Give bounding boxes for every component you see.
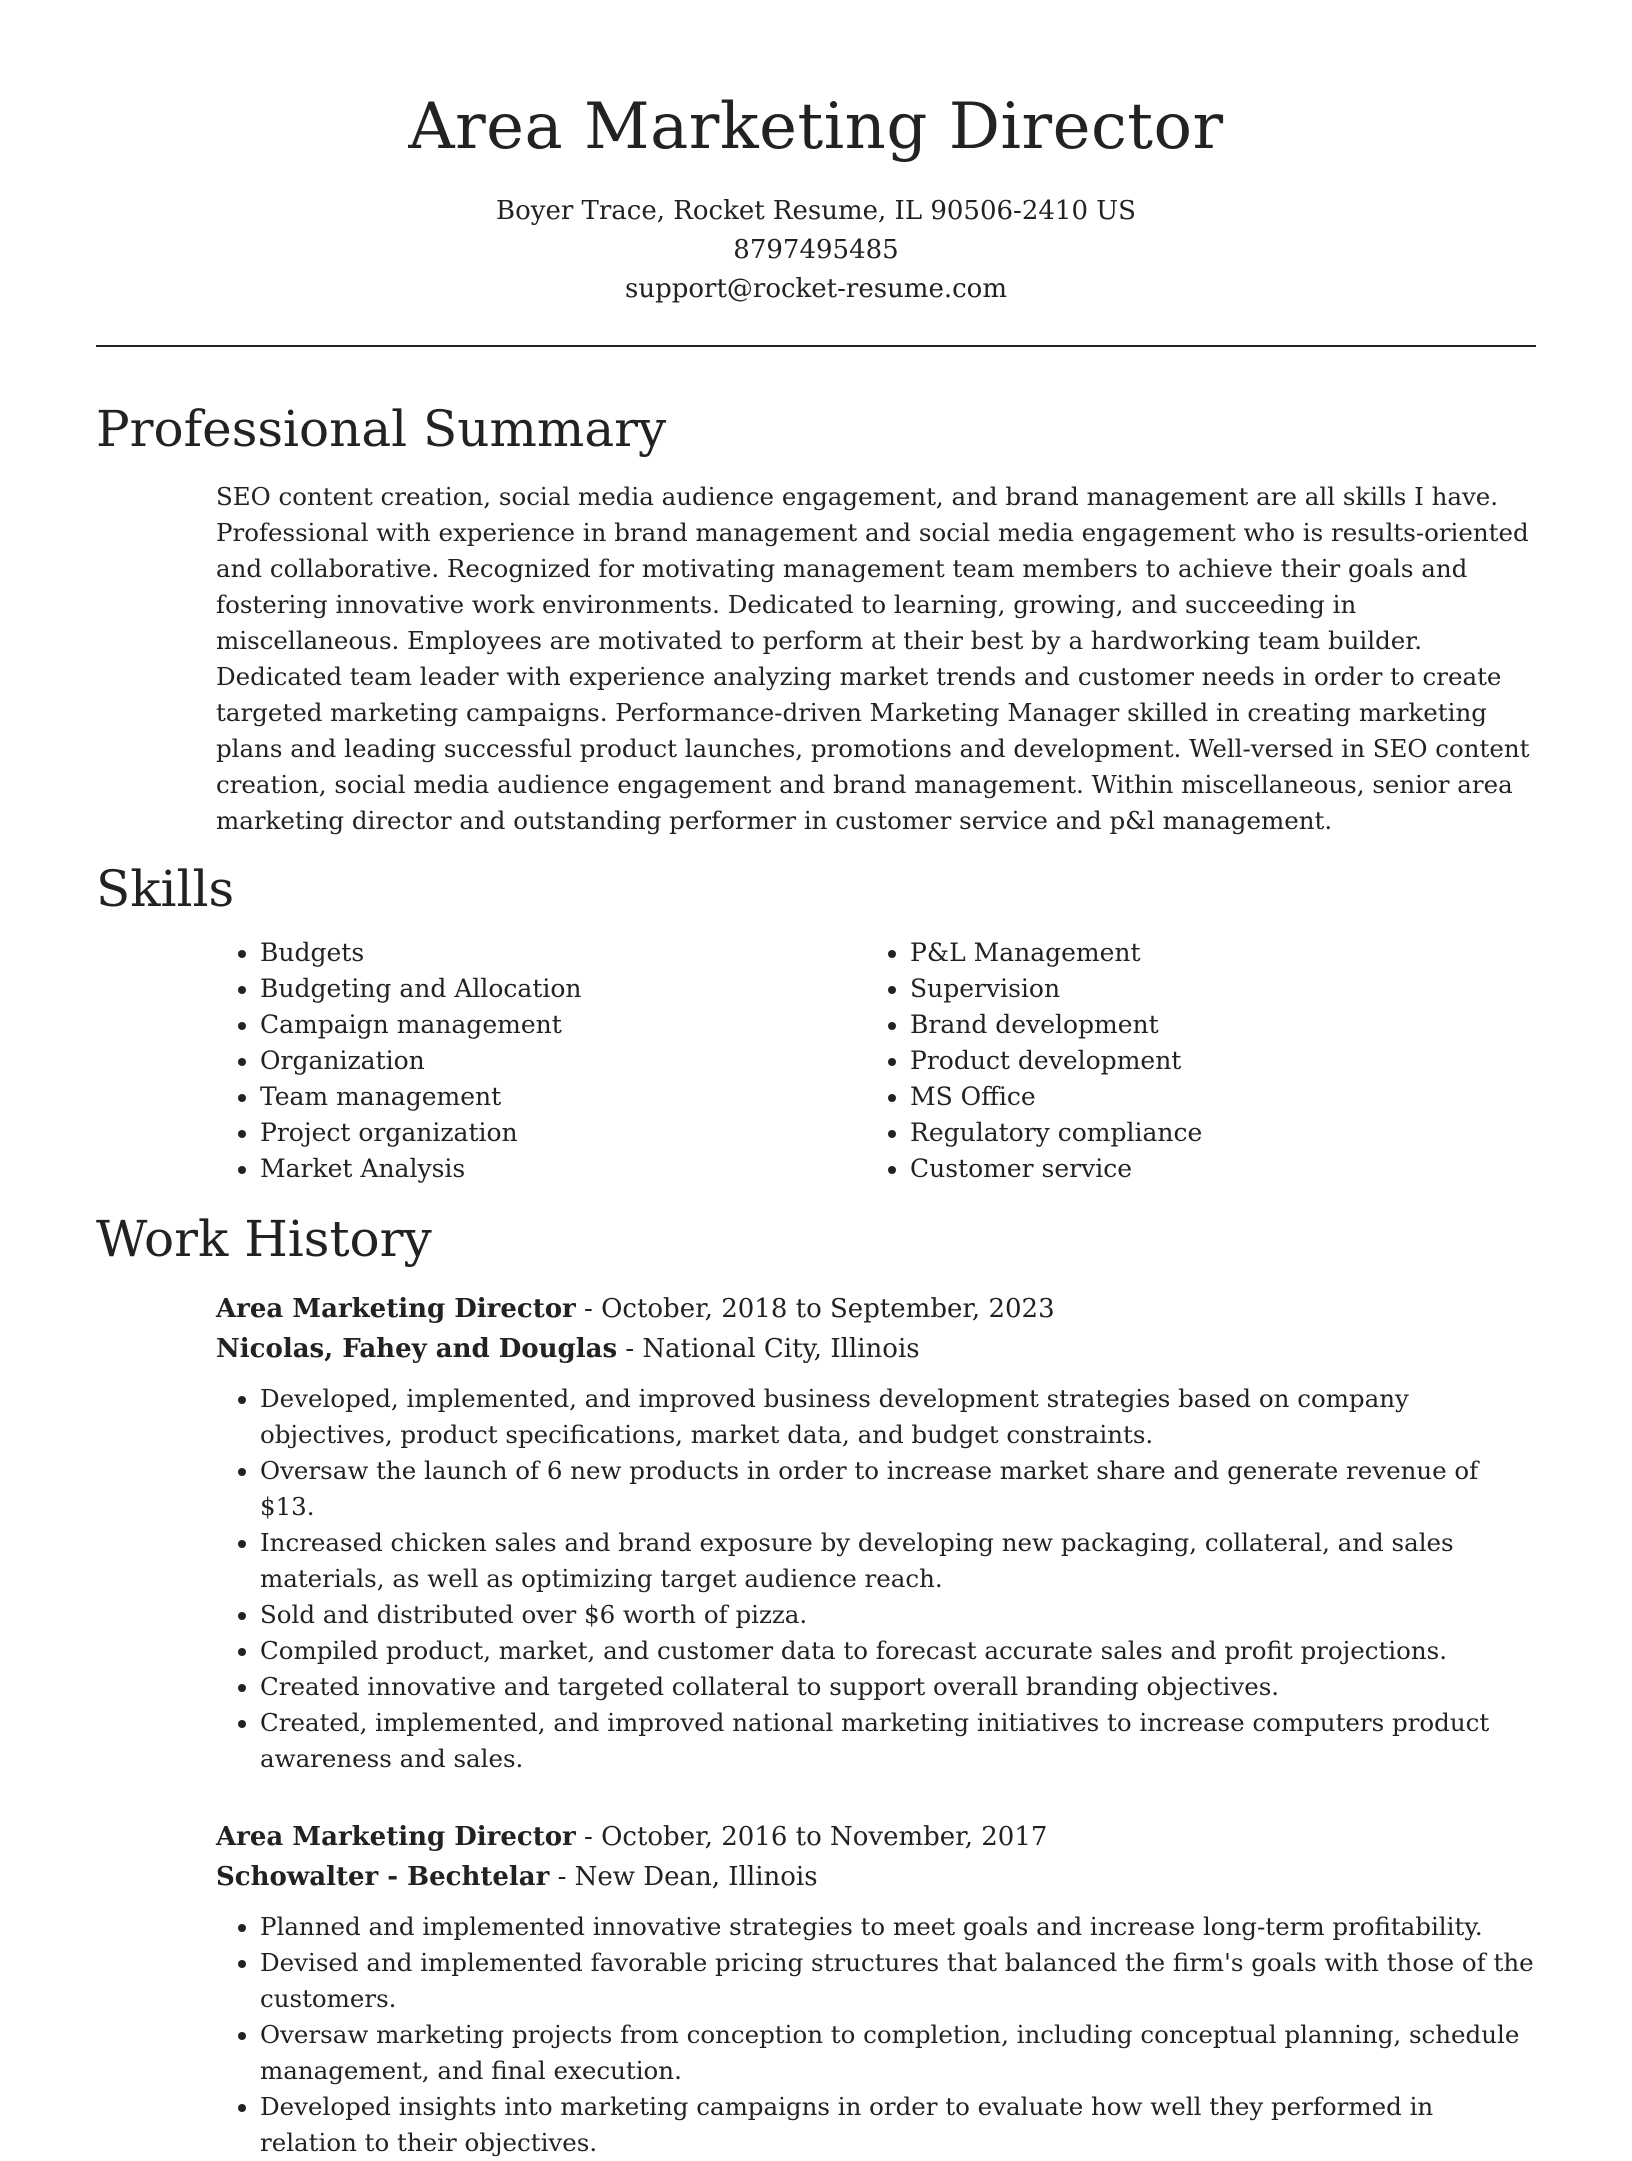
job-bullet: • Compiled product, market, and customer data to forecast accurate sales and profit projections. <box>260 1633 1536 1669</box>
skill-item: • Supervision <box>910 971 1516 1007</box>
skills-list <box>96 935 1536 1187</box>
skill-item: • Market Analysis <box>260 1151 866 1187</box>
skill-item: • Team management <box>260 1079 866 1115</box>
job-company-line <box>216 1329 1536 1369</box>
job-bullet: • Created, implemented, and improved national marketing initiatives to increase computers product awareness and sales. <box>260 1705 1536 1777</box>
job-bullets <box>216 1381 1536 1777</box>
job-location: - New Dean, Illinois <box>549 1862 818 1892</box>
job-title-line <box>216 1289 1536 1329</box>
job-dates: - October, 2018 to September, 2023 <box>575 1294 1055 1324</box>
job-bullet: • Sold and distributed over $6 worth of pizza. <box>260 1597 1536 1633</box>
job-company-line <box>216 1857 1536 1897</box>
skill-item: • Brand development <box>910 1007 1516 1043</box>
job-role: Area Marketing Director <box>216 1294 576 1324</box>
job-bullet: • Oversaw the launch of 6 new products in order to increase market share and generate revenue of $13. <box>260 1453 1536 1525</box>
job-bullet: • Developed insights into marketing campaigns in order to evaluate how well they performed in relation to their objectives. <box>260 2089 1536 2161</box>
header-divider <box>96 345 1536 347</box>
job-bullet: • Devised and implemented favorable pricing structures that balanced the firm's goals with those of the customers. <box>260 1945 1536 2017</box>
skill-item: • Regulatory compliance <box>910 1115 1516 1151</box>
work-history-heading: Work History <box>96 1210 432 1268</box>
skills-column-left <box>216 935 866 1187</box>
skills-column-right <box>866 935 1516 1187</box>
skill-item: • MS Office <box>910 1079 1516 1115</box>
job-bullet: • Increased chicken sales and brand exposure by developing new packaging, collateral, and sales materials, as well as optimizing target audience reach. <box>260 1525 1536 1597</box>
job-bullet: • Planned and implemented innovative strategies to meet goals and increase long-term profitability. <box>260 1909 1536 1945</box>
skills-heading: Skills <box>96 860 235 918</box>
skill-item: • Campaign management <box>260 1007 866 1043</box>
job-bullets <box>216 1909 1536 2161</box>
skill-item: • Product development <box>910 1043 1516 1079</box>
phone: 8797495485 <box>733 235 899 265</box>
resume-header <box>96 0 1536 309</box>
job-location: - National City, Illinois <box>617 1334 920 1364</box>
summary-heading: Professional Summary <box>96 400 667 458</box>
skill-item: • P&L Management <box>910 935 1516 971</box>
skill-item: • Organization <box>260 1043 866 1079</box>
job-entry <box>96 1289 1536 1777</box>
job-bullet: • Developed, implemented, and improved business development strategies based on company objectives, product specifications, market data, and budget constraints. <box>260 1381 1536 1453</box>
job-entry <box>96 1817 1536 2161</box>
address: Boyer Trace, Rocket Resume, IL 90506-2410 US <box>496 196 1136 226</box>
summary-text: SEO content creation, social media audience engagement, and brand management are all skills I have. Professional with experience in brand management and social media engagement who is results-oriented and collaborative. Recognized for motivating management team members to achieve their goals and fostering innovative work environments. Dedicated to learning, growing, and succeeding in miscellaneous. Employees are motivated to perform at their best by a hardworking team builder. Dedicated team leader with experience analyzing market trends and customer needs in order to create targeted marketing campaigns. Performance-driven Marketing Manager skilled in creating marketing plans and leading successful product launches, promotions and development. Well-versed in SEO content creation, social media audience engagement and brand management. Within miscellaneous, senior area marketing director and outstanding performer in customer service and p&l management. <box>216 482 1530 835</box>
skill-item: • Budgeting and Allocation <box>260 971 866 1007</box>
job-dates: - October, 2016 to November, 2017 <box>575 1822 1048 1852</box>
email: support@rocket-resume.com <box>624 274 1007 304</box>
job-title-line <box>216 1817 1536 1857</box>
skill-item: • Customer service <box>910 1151 1516 1187</box>
job-company: Schowalter - Bechtelar <box>216 1862 550 1892</box>
job-company: Nicolas, Fahey and Douglas <box>216 1334 618 1364</box>
skill-item: • Budgets <box>260 935 866 971</box>
job-bullet: • Oversaw marketing projects from conception to completion, including conceptual planning, schedule management, and final execution. <box>260 2017 1536 2089</box>
candidate-title: Area Marketing Director <box>408 90 1224 164</box>
contact-info <box>96 192 1536 309</box>
job-role: Area Marketing Director <box>216 1822 576 1852</box>
job-bullet: • Created innovative and targeted collateral to support overall branding objectives. <box>260 1669 1536 1705</box>
skill-item: • Project organization <box>260 1115 866 1151</box>
